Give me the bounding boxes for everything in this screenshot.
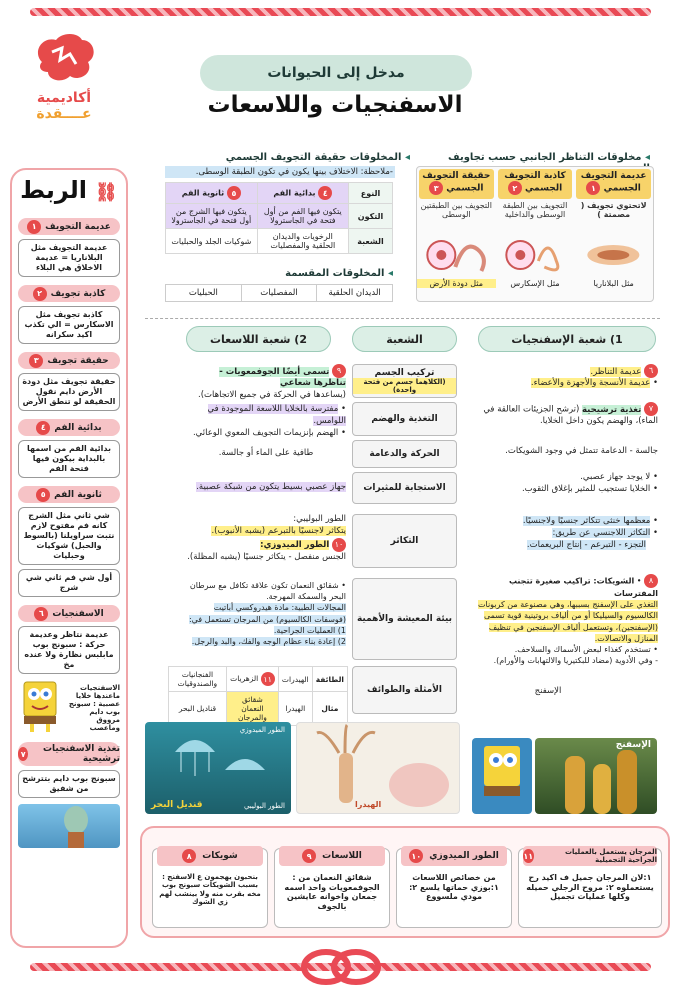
table-cell: شوكيات الجلد والحبليات [166, 229, 258, 254]
row-body-structure: تركيب الجسم (الكلاهما جسم من فتحة واحدة) [352, 364, 457, 398]
bottom-card: اللاسعات ٩ شقائق النعمان من : الجوفمعويات واحد اسمه جمعان واخوانه عايشين بالجوف [274, 848, 390, 928]
true-cavity-note: -ملاحظة: الاختلاف بينها يكون في تكون الطبقة الوسطى. [165, 166, 395, 178]
bottom-card: المرجان يستعمل بالعمليات الجراحية التجميلية ١١ ١:لان المرجان جميل ف اكيد رح يستعملوه ٢: مروح الرجلي حميله وكلها عمليات تجميل [518, 848, 662, 928]
bottom-card: شويكات ٨ بنحبون يهجمون ع الاسفنج : بسبب الشويكات سبونج بوب مخه بقرب منه ولا بينشب لهم زي الشوك [152, 848, 268, 928]
sidebar-box: شي ثاني مثل الشرج كانه فم مفتوح لازم نتبت سراويلنا (بالسوط والحبل) شوكيات وحبليات [18, 507, 120, 565]
cavity-desc: لاتحتوي تجويف ( مصمتة ) [580, 201, 647, 219]
table-cell: الهيدرات [278, 667, 312, 692]
sponge-response: • لا يوجد جهاز عصبي. • الخلايا تستجيب للمثير بإغلاق الثقوب. [521, 472, 658, 494]
cavity-col-2: كاذبة التجويف الجسمي ٢ [498, 169, 573, 199]
row-examples: الأمثلة والطوائف [352, 666, 457, 714]
academy-logo [14, 32, 114, 122]
table-row [166, 204, 393, 229]
earthworm-diagram-icon [417, 231, 496, 277]
segmented-heading: ◂ المخلوقات المقسمة [165, 268, 393, 279]
row-label: الشعبة [349, 229, 393, 254]
sponge-structure: ٦ عديمة التناظر. • عديمة الأنسجة والأجهزة والأعضاء. [468, 364, 658, 390]
link-sidebar [10, 168, 128, 948]
hydra-diagram: الهيدرا [296, 722, 460, 814]
cavity-col-3: حقيقة التجويف الجسمي ٣ [419, 169, 494, 199]
sponge-character-image [472, 738, 532, 814]
table-cell: يتكون فيها الشرج من أول فتحة في الجاسترولا [166, 204, 258, 229]
true-cavity-heading: ◂ المخلوقات حقيقة التجويف الجسمي [165, 152, 410, 163]
table-cell: الطائفة [312, 667, 347, 692]
sidebar-box: عديمة التجويف مثل البلاناريا = عديمة الاخلاق هي البلاء [18, 239, 120, 277]
cnidaria-examples-table [168, 666, 348, 726]
sidebar-heading: عديمة التجويف ١ [18, 218, 120, 235]
subject-pill: مدخل إلى الحيوانات [200, 55, 472, 91]
sidebar-title: ⛓الربط [20, 176, 118, 204]
table-cell: قناديل البحر [169, 692, 227, 726]
cnidaria-structure: ٩ تسمى أيضًا الجوفمعويات - تناظرها شعاعي (يساعدها في الحركة في جميع الاتجاهات). [186, 364, 346, 402]
table-cell: شقائق النعمان والمرجان [226, 692, 278, 726]
row-environment: بيئة المعيشة والأهمية [352, 578, 457, 660]
sidebar-box: حقيقة تجويف مثل دودة الأرض دايم نقول الحقيقة لو تنطق الأرض [18, 373, 120, 411]
sidebar-box: بدائية الفم من اسمها بالبداية بيكون فيها فتحة الفم [18, 440, 120, 478]
table-row [169, 692, 348, 726]
cavity-col-1: عديمة التجويف الجسمي ١ [576, 169, 651, 199]
sponge-character-icon [472, 738, 532, 814]
cavity-example-row [417, 279, 653, 288]
true-cavity-table [165, 182, 393, 254]
sidebar-heading: حقيقة تجويف ٣ [18, 352, 120, 369]
list-item: الديدان الحلقية [316, 285, 392, 301]
sponge-support: جالسة - الدعامة تتمثل في وجود الشويكات. [505, 446, 658, 456]
table-cell: ٤ بدائية الفم [257, 183, 348, 204]
table-cell: الفنجانيات والصندوقيات [169, 667, 227, 692]
cnidaria-reproduction: الطور البوليبي: يتكاثر لاجنسيًا بالتبرعم (يشبه الأنبوب). ١٠ الطور الميدوزي: الجنس منفصل - يتكاثر جنسيًا (يشبه المظلة). [187, 514, 346, 563]
cavity-example: مثل دودة الأرض [417, 279, 496, 288]
list-item: المفصليات [241, 285, 317, 301]
sponge-example: الإسفنج [534, 686, 562, 696]
segmented-list [165, 284, 393, 302]
cnidaria-environment: • شقائق النعمان تكون علاقة تكافل مع سرطان البحر والسمكة المهرجة. المجالات الطبية: مادة هيدروكسي أباتيت (فوسفات الكالسيوم) من المرجان تستعمل في: 1) العمليات الجراحية. 2) إعادة بناء عظام الوجه والفك، والبد والرجل. [188, 581, 346, 646]
row-response: الاستجابة للمثيرات [352, 472, 457, 504]
cavity-desc-row [417, 201, 653, 231]
brain-logo-icon [32, 32, 96, 84]
sidebar-box: سبونج بوب دايم بتترشح من شفيق [18, 770, 120, 798]
table-row [169, 667, 348, 692]
table-cell: الرخويات والديدان الحلقية والمفصليات [257, 229, 348, 254]
row-label: النوع [349, 183, 393, 204]
logo-line2: عــــقدة [36, 106, 92, 122]
table-row [166, 183, 393, 204]
bottom-card: الطور الميدوزي ١٠ من خصائص اللاسعات ١:بوزي حماتها يلسع ٢: مودي ملسووع [396, 848, 512, 928]
table-cell: ٥ ثانوية الفم [166, 183, 258, 204]
list-item: الحبليات [188, 288, 218, 298]
cavity-example: مثل الإسكارس [510, 279, 560, 288]
sidebar-box: أول شي فم ثاني شي شرج [18, 569, 120, 597]
cavity-example: مثل البلاناريا [593, 279, 634, 288]
cavity-header-row [417, 167, 653, 201]
sidebar-heading: كاذبة تجويف ٢ [18, 285, 120, 302]
cnidaria-response: جهاز عصبي بسيط يتكون من شبكة عصبية. [196, 482, 346, 492]
section-divider [145, 318, 660, 319]
sidebar-heading: بدائية الفم ٤ [18, 419, 120, 436]
ascaris-diagram-icon [496, 231, 575, 277]
sponge-reproduction: • معظمها خنثى تتكاثر جنسيًا ولاجنسيًا. • التكاثر اللاجنسي عن طريق: التجزء - التبرعم - إنتاج البريعمات. [522, 516, 658, 550]
sidebar-box: عديمة نتاظر وعديمة حركة : سبونج بوب مابلبس نظارة ولا عنده مخ [18, 626, 120, 674]
table-cell: مثال [312, 692, 347, 726]
cavity-desc: التجويف بين الطبقتين الوسطى [420, 201, 492, 219]
link-icon: ⛓ [95, 182, 118, 203]
sidebar-heading: تغذية الاسفنجيات ترشيحية ٧ [18, 742, 120, 766]
page-title: الاسفنجيات واللاسعات [207, 92, 463, 118]
row-reproduction: التكاثر [352, 514, 457, 568]
sponge-photo: الإسفنج [535, 738, 657, 814]
phylum-column-header: الشعبة [352, 326, 457, 352]
sidebar-heading: الاسفنجيات ٦ [18, 605, 120, 622]
logo-line1: أكاديمية [36, 90, 92, 106]
table-cell: يتكون فيها الفم من أول فتحة في الجاسترولا [257, 204, 348, 229]
sponge-character-icon [18, 678, 62, 734]
rope-knot-icon [296, 945, 386, 989]
row-nutrition: التغذية والهضم [352, 402, 457, 436]
cavity-desc: التجويف بين الطبقة الوسطى والداخلية [502, 201, 568, 219]
row-movement: الحركة والدعامة [352, 440, 457, 468]
planaria-diagram-icon [574, 231, 653, 277]
cnidaria-column-header: 2) شعبة اللاسعات [186, 326, 331, 352]
row-label: التكون [349, 204, 393, 229]
squidward-icon [46, 804, 106, 848]
sidebar-cartoon-image [18, 804, 120, 848]
sponge-nutrition: ٧ تغذية ترشيحية (ترشح الجزيئات العالقة في الماء)، والهضم يكون داخل الخلايا. [468, 402, 658, 428]
cavity-panel [416, 166, 654, 302]
cnidaria-nutrition: • مفترسة بالخلايا اللاسعة الموجودة في اللوامس. • الهضم بإنزيمات التجويف المعوي الوعائي. [192, 404, 346, 438]
sponges-column-header: 1) شعبة الإسفنجيات [478, 326, 656, 352]
top-rope-border [30, 8, 651, 16]
table-row [166, 229, 393, 254]
table-cell: الهيدرا [278, 692, 312, 726]
sidebar-sponge-note: الاسفنجيات ماعندها خلايا عصبية : سبونج بوب دايم مرووق وماعصب [18, 678, 120, 734]
sponge-environment: ٨ • الشويكات: تراكيب صغيرة تتجنب المفترسات التغذي على الإسفنج بسببها، وهي مصنوعة من كربونات الكالسيوم والسيليكا أو من ألياف بروتينية قوية تسمى (الإسفنجين)، وتستعمل ألياف الإسفنجين في تنظيف المنازل والاتصالات. • تستخدم كغذاء لبعض الأسماك والسلاحف. - وفي الأدوية (مضاد للبكتيريا والالتهابات والأورام). [468, 574, 658, 666]
cavity-heading: ◂ مخلوقات التناظر الجانبي حسب تجاويف [420, 152, 650, 174]
table-cell: ١١ الزهريات [226, 667, 278, 692]
cnidaria-support: طافية على الماء أو جالسة. [218, 448, 314, 458]
jellyfish-image: قنديل البحر الطور الميدوزي الطور البوليبي [145, 722, 291, 814]
sidebar-heading: ثانوية الفم ٥ [18, 486, 120, 503]
sidebar-box: كاذبة تجويف مثل الاسكارس = الي تكذب اكيد سكرانه [18, 306, 120, 344]
cavity-image-row [417, 231, 653, 279]
